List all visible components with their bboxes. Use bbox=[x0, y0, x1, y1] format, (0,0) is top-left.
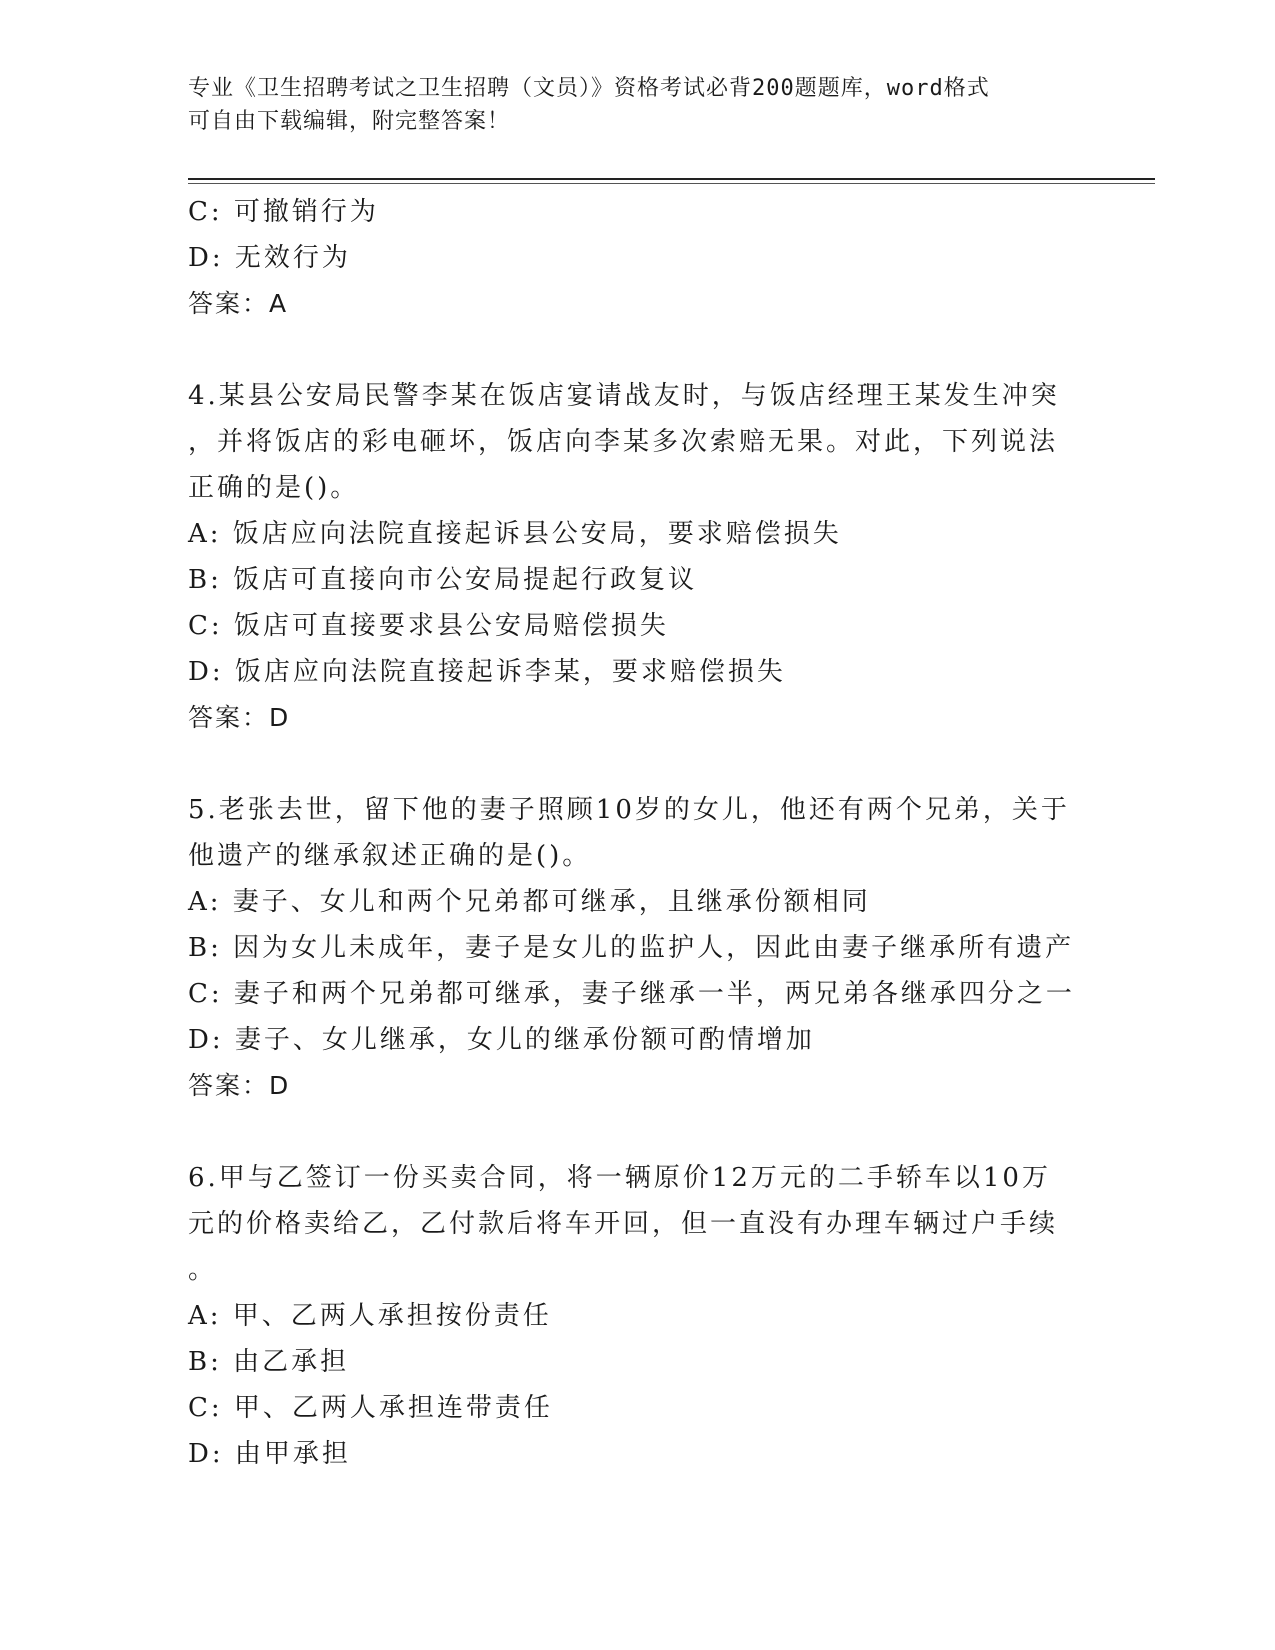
option-a: A: 妻子、女儿和两个兄弟都可继承，且继承份额相同 bbox=[188, 887, 871, 917]
spacer bbox=[188, 741, 1088, 787]
header-title-line-2: 可自由下载编辑，附完整答案！ bbox=[188, 109, 511, 134]
question-stem-line: ，并将饭店的彩电砸坏，饭店向李某多次索赔无果。对此，下列说法 bbox=[188, 427, 1059, 457]
question-stem-line: 5.老张去世，留下他的妻子照顾10岁的女儿，他还有两个兄弟，关于 bbox=[188, 795, 1070, 825]
question-list bbox=[188, 189, 1088, 1477]
spacer bbox=[188, 1109, 1088, 1155]
question-4 bbox=[188, 373, 1088, 741]
option-b: B: 饭店可直接向市公安局提起行政复议 bbox=[188, 565, 698, 595]
question-stem-line: 元的价格卖给乙，乙付款后将车开回，但一直没有办理车辆过户手续 bbox=[188, 1209, 1059, 1239]
option-a: A: 饭店应向法院直接起诉县公安局，要求赔偿损失 bbox=[188, 519, 842, 549]
option-d: D: 由甲承担 bbox=[188, 1439, 351, 1469]
header-title-line-1: 专业《卫生招聘考试之卫生招聘（文员）》资格考试必背200题题库，word格式 bbox=[188, 76, 990, 101]
header-divider-thick bbox=[188, 178, 1155, 180]
question-stem-line: 6.甲与乙签订一份买卖合同，将一辆原价12万元的二手轿车以10万 bbox=[188, 1163, 1051, 1193]
option-d: D: 无效行为 bbox=[188, 243, 351, 273]
option-c: C: 甲、乙两人承担连带责任 bbox=[188, 1393, 553, 1423]
option-c: C: 饭店可直接要求县公安局赔偿损失 bbox=[188, 611, 669, 641]
option-b: B: 因为女儿未成年，妻子是女儿的监护人，因此由妻子继承所有遗产 bbox=[188, 933, 1075, 963]
option-d: D: 妻子、女儿继承，女儿的继承份额可酌情增加 bbox=[188, 1025, 815, 1055]
document-header bbox=[188, 72, 1068, 138]
question-5 bbox=[188, 787, 1088, 1109]
option-c: C: 可撤销行为 bbox=[188, 197, 379, 227]
option-d: D: 饭店应向法院直接起诉李某，要求赔偿损失 bbox=[188, 657, 786, 687]
question-stem-line: 4.某县公安局民警李某在饭店宴请战友时，与饭店经理王某发生冲突 bbox=[188, 381, 1060, 411]
answer-label: 答案：A bbox=[188, 289, 289, 318]
question-stem-line: 。 bbox=[188, 1255, 218, 1285]
option-b: B: 由乙承担 bbox=[188, 1347, 350, 1377]
header-divider-thin bbox=[188, 183, 1155, 184]
answer-label: 答案：D bbox=[188, 703, 291, 732]
question-stem-line: 正确的是()。 bbox=[188, 473, 360, 503]
spacer bbox=[188, 327, 1088, 373]
answer-label: 答案：D bbox=[188, 1071, 291, 1100]
option-c: C: 妻子和两个兄弟都可继承，妻子继承一半，两兄弟各继承四分之一 bbox=[188, 979, 1075, 1009]
option-a: A: 甲、乙两人承担按份责任 bbox=[188, 1301, 552, 1331]
question-6 bbox=[188, 1155, 1088, 1477]
question-3-tail bbox=[188, 189, 1088, 327]
question-stem-line: 他遗产的继承叙述正确的是()。 bbox=[188, 841, 592, 871]
